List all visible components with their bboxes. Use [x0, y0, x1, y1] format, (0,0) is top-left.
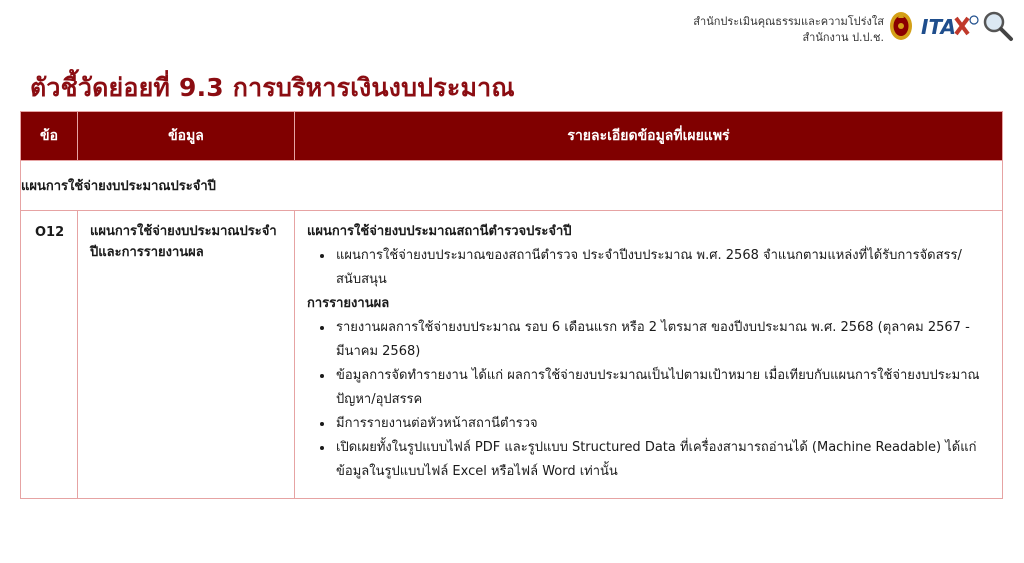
organization-name — [693, 14, 884, 46]
header-detail: รายละเอียดข้อมูลที่เผยแพร่ — [295, 112, 1003, 161]
section-row — [21, 161, 1003, 211]
plan-list — [307, 244, 988, 292]
list-item: • ข้อมูลการจัดทำรายงาน ได้แก่ ผลการใช้จ่ายงบประมาณเป็นไปตามเป้าหมาย เมื่อเทียบกับแผนการใช้จ่ายงบประมาณ ปัญหา/อุปสรรค — [334, 364, 988, 412]
list-item: • รายงานผลการใช้จ่ายงบประมาณ รอบ 6 เดือนแรก หรือ 2 ไตรมาส ของปีงบประมาณ พ.ศ. 2568 (ตุลาคม 2567 - มีนาคม 2568) — [334, 316, 988, 364]
list-item: • มีการรายงานต่อหัวหน้าสถานีตำรวจ — [334, 412, 988, 436]
header-info: ข้อมูล — [78, 112, 295, 161]
magnifier-icon — [980, 8, 1014, 42]
page-title: ตัวชี้วัดย่อยที่ 9.3 การบริหารเงินงบประมาณ — [30, 73, 515, 102]
org-line-2: สำนักงาน ป.ป.ช. — [802, 31, 884, 44]
row-number: O12 — [21, 211, 78, 499]
report-heading: การรายงานผล — [307, 296, 390, 311]
row-detail — [295, 211, 1003, 499]
table-row — [21, 211, 1003, 499]
org-line-1: สำนักประเมินคุณธรรมและความโปร่งใส — [693, 15, 884, 28]
header-number: ข้อ — [21, 112, 78, 161]
plan-heading: แผนการใช้จ่ายงบประมาณสถานีตำรวจประจำปี — [307, 224, 572, 239]
section-label: แผนการใช้จ่ายงบประมาณประจำปี — [21, 161, 1003, 211]
indicator-table — [20, 111, 1003, 499]
report-list — [307, 316, 988, 484]
row-info: แผนการใช้จ่ายงบประมาณประจำปีและการรายงานผล — [78, 211, 295, 499]
table-header-row — [21, 112, 1003, 161]
ita-logo — [920, 12, 980, 40]
list-item: • เปิดเผยทั้งในรูปแบบไฟล์ PDF และรูปแบบ Structured Data ที่เครื่องสามารถอ่านได้ (Machine Readable) ได้แก่ ข้อมูลในรูปแบบไฟล์ Excel หรือไฟล์ Word เท่านั้น — [334, 436, 988, 484]
list-item: • แผนการใช้จ่ายงบประมาณของสถานีตำรวจ ประจำปีงบประมาณ พ.ศ. 2568 จำแนกตามแหล่งที่ได้รับการจัดสรร/สนับสนุน — [334, 244, 988, 292]
nacc-seal-logo — [888, 8, 914, 42]
ita-logo-text: ITA — [921, 15, 957, 39]
